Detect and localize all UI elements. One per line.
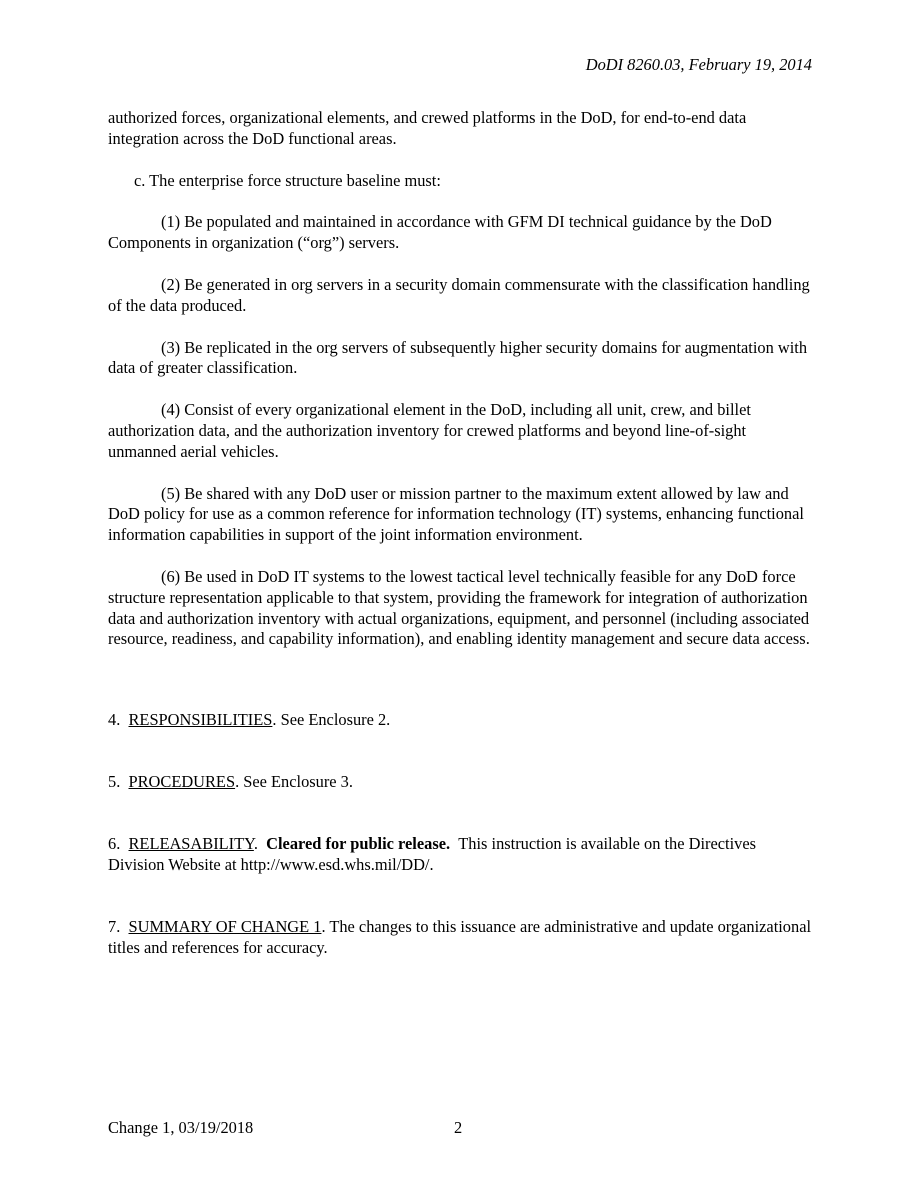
- sub-item-4: (4) Consist of every organizational element in the DoD, including all unit, crew, and billet authorization data, and the authorization inventory for crewed platforms and beyond line-of-sight unmanned aerial vehicles.: [108, 400, 751, 461]
- section-number: 6.: [108, 834, 121, 853]
- section-title: SUMMARY OF CHANGE 1: [128, 917, 322, 936]
- section-title: PROCEDURES: [128, 772, 236, 791]
- page-number: 2: [454, 1118, 463, 1137]
- section-text: . The changes to this issuance are administrative and update organizational titles and references for accuracy.: [108, 917, 812, 957]
- intro-paragraph: authorized forces, organizational elements, and crewed platforms in the DoD, for end-to-end data integration across the DoD functional areas.: [108, 108, 747, 148]
- section-text: This instruction is available on the Directives Division Website at http://www.esd.whs.mil/DD/.: [108, 834, 756, 874]
- section-text: . See Enclosure 3.: [235, 772, 353, 791]
- release-statement: Cleared for public release.: [266, 834, 451, 853]
- document-header: DoDI 8260.03, February 19, 2014: [585, 55, 812, 74]
- section-responsibilities: [108, 710, 814, 731]
- main-content: [108, 108, 814, 650]
- sub-item-1: (1) Be populated and maintained in accordance with GFM DI technical guidance by the DoD Components in organization (“org”) servers.: [108, 212, 772, 253]
- sub-item-5: (5) Be shared with any DoD user or mission partner to the maximum extent allowed by law and DoD policy for use as a common reference for information technology (IT) systems, enhancing functional information capabilities in support of the joint information environment.: [108, 483, 804, 545]
- section-text: . See Enclosure 2.: [272, 710, 391, 729]
- sub-item-6: (6) Be used in DoD IT systems to the lowest tactical level technically feasible for any DoD force structure representation applicable to that system, providing the framework for integration of authorization data and authorization inventory with actual organizations, equipment, and personnel (including associated resource, readiness, and capability information), and enabling identity management and secure data access.: [108, 566, 810, 649]
- section-title: RESPONSIBILITIES: [128, 710, 273, 729]
- footer-change-date: Change 1, 03/19/2018: [108, 1118, 254, 1137]
- section-number: 4.: [108, 710, 121, 729]
- section-number: 5.: [108, 772, 121, 791]
- section-procedures: [108, 772, 814, 793]
- section-releasability: 6. RELEASABILITY. Cleared for public release. This instruction is available on the Directives Division Website at http://www.esd.whs.mil/DD/.: [108, 834, 756, 874]
- section-summary-of-change: [108, 917, 814, 959]
- paragraph-c: c. The enterprise force structure baseline must:: [134, 170, 441, 190]
- sub-item-3: (3) Be replicated in the org servers of subsequently higher security domains for augmentation with data of greater classification.: [108, 337, 808, 378]
- section-title: RELEASABILITY: [128, 834, 254, 853]
- sub-item-2: (2) Be generated in org servers in a security domain commensurate with the classification handling of the data produced.: [108, 274, 810, 315]
- section-number: 7.: [108, 917, 121, 936]
